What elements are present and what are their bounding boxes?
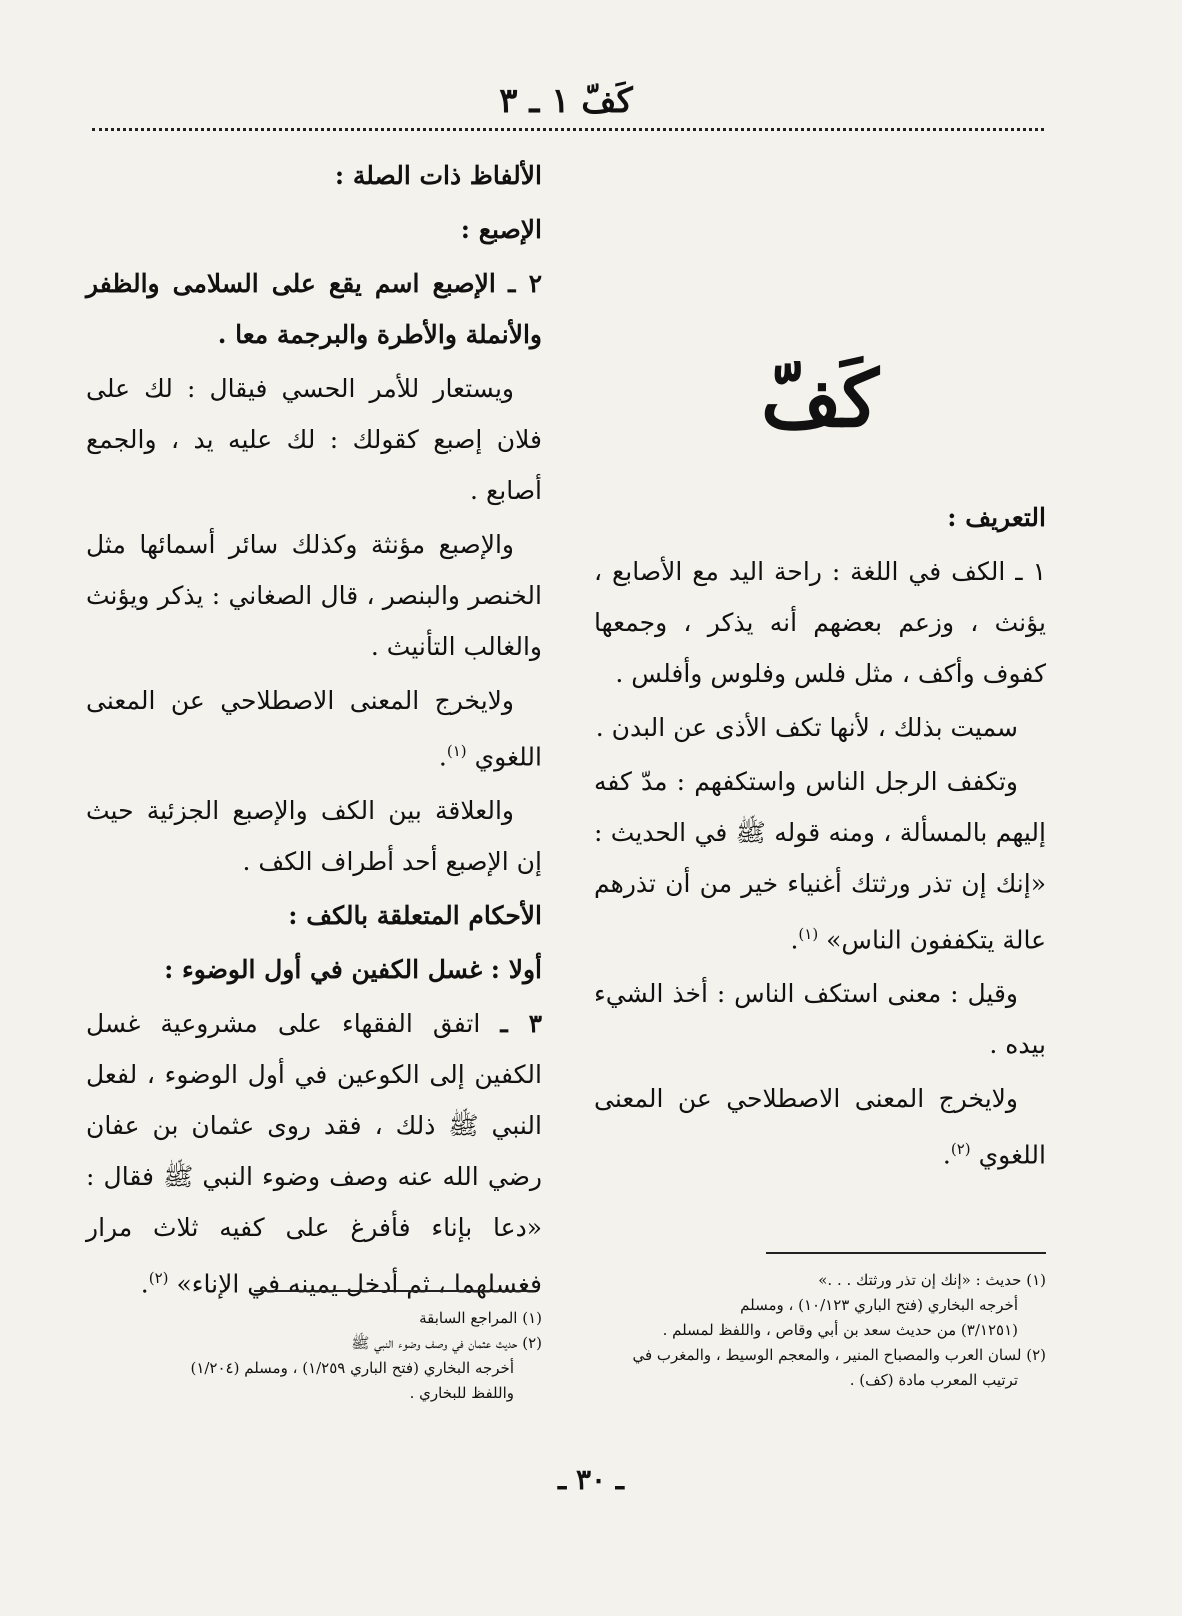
paragraph-2 — [86, 258, 542, 360]
footnote-line: (٣/١٢٥١) من حديث سعد بن أبي وقاص ، واللفظ لمسلم . — [662, 1321, 1018, 1339]
footnote-ref: (٢) — [148, 1269, 169, 1288]
paragraph-naming: سميت بذلك ، لأنها تكف الأذى عن البدن . — [595, 713, 1018, 742]
paragraph-technical-meaning-text: ولايخرج المعنى الاصطلاحي عن المعنى اللغوي — [86, 686, 542, 772]
rulings-heading: الأحكام المتعلقة بالكف : — [288, 901, 542, 931]
paragraph-end: . — [942, 1140, 951, 1170]
paragraph-3-text: اتفق الفقهاء على مشروعية غسل الكفين إلى الكوعين في أول الوضوء ، لفعل النبي ﷺ ذلك ، فقد روى عثمان بن عفان رضي الله عنه وصف وضوء النبي ﷺ فقال : «دعا بإناء فأفرغ على كفيه ثلاث مرار فغسلهما ، ثم أدخل يمينه في الإناء» — [86, 1009, 542, 1299]
finger-heading: الإصبع : — [460, 215, 542, 244]
paragraph-metaphor: ويستعار للأمر الحسي فيقال : لك على فلان إصبع كقولك : لك عليه يد ، والجمع أصابع . — [86, 374, 542, 505]
paragraph-number: ٢ ـ — [508, 269, 543, 298]
washing-heading: أولا : غسل الكفين في أول الوضوء : — [164, 955, 542, 985]
footnote-ref: (١) — [798, 925, 819, 943]
right-column — [594, 150, 1046, 1184]
footnotes-right — [594, 1268, 1046, 1393]
paragraph-1: ١ ـ الكف في اللغة : راحة اليد مع الأصابع ، يؤنث ، وزعم بعضهم أنه يذكر ، وجمعها كفوف وأكف ، مثل فلس وفلوس وأفلس . — [594, 557, 1046, 688]
paragraph-takaffuf — [594, 756, 1046, 965]
paragraph-takaffuf-text: وتكفف الرجل الناس واستكفهم : مدّ كفه إليهم بالمسألة ، ومنه قوله ﷺ في الحديث : «إنك إن تذر ورثتك أغنياء خير من أن تذرهم عالة يتكففون الناس» — [594, 767, 1046, 955]
running-header: كَفّ ١ ـ ٣ — [499, 81, 633, 121]
paragraph-end: . — [790, 925, 799, 955]
related-terms-heading: الألفاظ ذات الصلة : — [334, 161, 542, 190]
footnote-separator — [254, 1290, 534, 1292]
paragraph-end: . — [438, 742, 447, 772]
footnote-line: (١) حديث : «إنك إن تذر ورثتك . . .» — [818, 1271, 1046, 1289]
paragraph-relation: والعلاقة بين الكف والإصبع الجزئية حيث إن الإصبع أحد أطراف الكف . — [86, 796, 542, 877]
footnote-ref: (١) — [446, 742, 467, 760]
footnotes-left — [86, 1306, 542, 1406]
paragraph-3 — [86, 998, 542, 1309]
footnote-line: ترتيب المعرب مادة (كف) . — [849, 1371, 1018, 1389]
footnote-line: أخرجه البخاري (فتح الباري ١٠/١٢٣) ، ومسلم — [740, 1296, 1018, 1314]
paragraph-gender: والإصبع مؤنثة وكذلك سائر أسمائها مثل الخنصر والبنصر ، قال الصغاني : يذكر ويؤنث والغالب التأنيث . — [86, 530, 542, 661]
page-number: ـ ٣٠ ـ — [558, 1463, 624, 1496]
paragraph-2-text: الإصبع اسم يقع على السلامى والظفر والأنملة والأطرة والبرجمة معا . — [86, 269, 542, 349]
footnote-ref: (٢) — [950, 1140, 971, 1159]
footnote-line: (٢) حديث عثمان في وصف وضوء النبي ﷺ — [351, 1334, 542, 1352]
paragraph-technical-meaning — [86, 675, 542, 782]
footnote-line: واللفظ للبخاري . — [409, 1384, 514, 1402]
paragraph-technical-meaning-text: ولايخرج المعنى الاصطلاحي عن المعنى اللغوي — [594, 1084, 1046, 1170]
footnote-separator — [766, 1252, 1046, 1254]
paragraph-istakaffa: وقيل : معنى استكف الناس : أخذ الشيء بيده . — [594, 979, 1046, 1060]
header-dotted-rule — [92, 128, 1044, 131]
paragraph-number: ٣ ـ — [500, 1009, 543, 1039]
entry-title: كَفّ — [761, 354, 879, 445]
paragraph-end: . — [140, 1269, 149, 1299]
footnote-line: أخرجه البخاري (فتح الباري ١/٢٥٩) ، ومسلم (١/٢٠٤) — [190, 1359, 514, 1377]
definition-heading: التعريف : — [947, 503, 1046, 532]
left-column — [86, 150, 542, 1313]
footnote-line: (٢) لسان العرب والمصباح المنير ، والمعجم الوسيط ، والمغرب في — [632, 1346, 1046, 1364]
footnote-line: (١) المراجع السابقة — [419, 1309, 542, 1327]
paragraph-technical-meaning — [594, 1073, 1046, 1180]
